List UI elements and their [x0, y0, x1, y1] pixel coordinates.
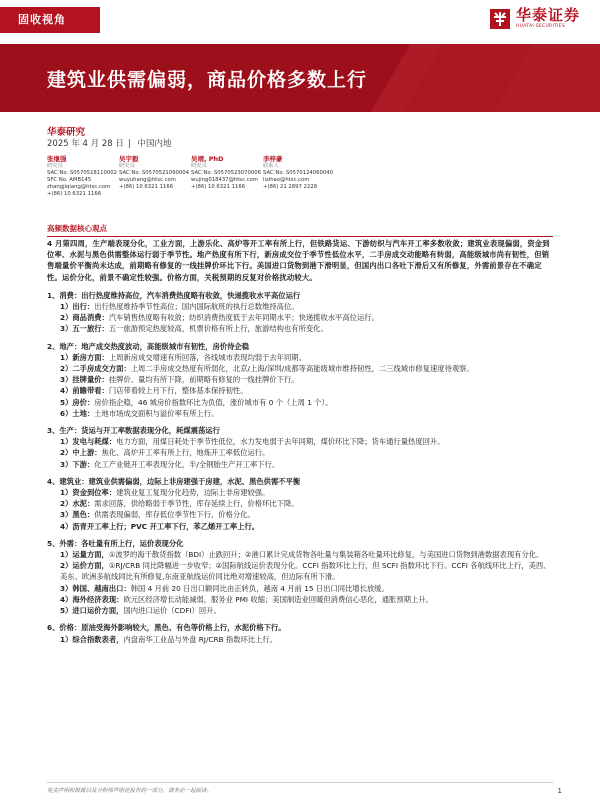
topic-item-label: 3）韩国、越南出口： [60, 583, 131, 593]
huatai-logo-mark-icon [489, 8, 511, 30]
topic-item-text: ①波罗的海干散货指数（BDI）止跌回升；②港口累计完成货物各吐量与集装箱各吐量环比修复，与美国进口货物到港数据表现有分化。 [108, 550, 544, 560]
topic-item-label: 3）黑色： [60, 510, 95, 520]
topic-heading: 1、消费：出行热度维持高位，汽车消费热度略有收敛，快递揽收水平高位运行 [47, 290, 301, 300]
analyst-contact-line: +(86) 21 2897 2228 [263, 184, 318, 190]
topic-item [47, 498, 553, 509]
topic-item-label: 4）沥青开工率上行；PVC 开工率下行，苯乙烯开工率上行。 [60, 521, 260, 531]
analyst-contact-line: SFC No. AMB145 [47, 177, 92, 183]
topic-item-label: 1）新房方面： [60, 352, 109, 362]
topic-item-text: 上周二手房成交热度有所弱化，北京/上海/深圳/成都等高能级城市维持韧性，二三线城市修复速度待观察。 [130, 364, 474, 374]
topic-item-text: 需求回落，供给略弱于季节性，库存延续上行，价格环比下降。 [94, 499, 299, 509]
analyst-contact-line: zhangjiqiang@htsc.com [47, 184, 111, 190]
analyst-role: 研究员 [47, 163, 63, 169]
section-tag: 固收视角 [0, 7, 100, 33]
topic-heading: 6、价格：原油受海外影响较大，黑色、有色等价格上行，水泥价格下行。 [47, 623, 286, 633]
topic-item-text: 挂牌价、量均有所下降，前期略有修复的一线挂牌价下行。 [108, 375, 299, 385]
analyst-name: 张继强 [47, 155, 67, 163]
topic-item-label: 2）中上游： [60, 448, 102, 458]
topic-item-text: 韩国 4 月前 20 日出口额同比由正转负，越南 4 月前 15 日出口同比增长放缓。 [130, 583, 389, 593]
topic-item-label: 1）发电与耗煤： [60, 437, 117, 447]
page-number: 1 [557, 787, 562, 795]
topic-item [47, 521, 553, 532]
topic-item-label: 5）进口运价方面， [60, 606, 124, 616]
topic-item-text: 国内进口运价（CDFI）回升。 [123, 606, 221, 616]
logo-english-name: HUATAI SECURITIES [515, 24, 566, 29]
topic-item-text: 焦化、高炉开工率有所上行，地炼开工率低位运行。 [101, 448, 270, 458]
topic-item-label: 6）土地： [60, 408, 95, 418]
analyst-contact-line: SAC No. S0570523070006 [191, 170, 262, 176]
topic-item [47, 605, 553, 616]
analyst-contact-line: SAC No. S0570124060040 [263, 170, 334, 176]
analyst-card [191, 155, 263, 198]
analyst-contact-line: SAC No. S0570521090004 [119, 170, 190, 176]
analyst-name: 吴宇毅 [119, 155, 139, 163]
report-date: 2025 年 4 月 28 日 [47, 139, 124, 149]
topic-item-label: 3）下游： [60, 459, 95, 469]
huatai-logo [489, 7, 580, 30]
analyst-contact-line: SAC No. S0570518110002 [47, 170, 118, 176]
topic-item-label: 2）运价方面， [60, 561, 109, 571]
topic-item-label: 3）挂牌量价： [60, 375, 109, 385]
topic-section [47, 476, 553, 532]
topic-item-text: 门店带看较上月下行，整体基本保持韧性。 [108, 386, 248, 396]
analyst-role: 研究员 [191, 163, 207, 169]
topic-item-text: 化工产业链开工率表现分化，半/全钢胎生产开工率下行。 [94, 459, 280, 469]
title-banner [0, 44, 600, 112]
topic-item [47, 634, 553, 645]
topic-item [47, 459, 553, 470]
topic-item-text: 供需表现偏弱，库存低位季节性下行，价格分化。 [94, 510, 255, 520]
topic-item [47, 487, 553, 498]
topic-item [47, 583, 553, 594]
topic-item-text: 汽车销售热度略有收敛；纺织消费热度低于去年同期水平；快递揽收水平高位运行。 [108, 313, 379, 323]
topic-section [47, 538, 553, 616]
topic-item-text: 出行热度维持季节性高位；国内国际航班的执行总数维持高位。 [94, 302, 299, 312]
report-title: 建筑业供需偏弱，商品价格多数上行 [47, 69, 368, 91]
topic-item-label: 3）五一旅行： [60, 324, 109, 334]
topic-item-text: ①RJ/CRB 同比降幅进一步收窄；②国际航线运价表现分化。CCFI 指数环比上行，但 SCFI 指数环比下行。CCFI 各航线环比上行，美西、美东、欧洲多航线同比有所修复,东南亚航线运价同比绝对增速较高，但边际有所下滑。 [60, 561, 551, 582]
topic-item-text: 建筑业复工复现分化趋势，边际上非房建较强。 [116, 488, 270, 498]
analyst-name: 吴靖, PhD [191, 155, 224, 163]
topic-item [47, 594, 553, 605]
topic-item-label: 4）海外经济表现： [60, 594, 124, 604]
topic-item [47, 323, 553, 334]
topic-heading: 4、建筑业：建筑业供需偏弱，边际上非房建强于房建，水泥、黑色供需不平衡 [47, 476, 301, 486]
topic-item-label: 1）运量方面， [60, 550, 109, 560]
topic-item-label: 1）出行： [60, 302, 95, 312]
analyst-name: 李梓豪 [263, 155, 283, 163]
analyst-contact-line: +(86) 10 6321 1166 [191, 184, 246, 190]
topic-item [47, 560, 553, 582]
topic-item-label: 2）水泥： [60, 499, 95, 509]
report-body [47, 238, 553, 651]
topic-item-text: 土地市场成交面积与溢价率有所上行。 [94, 408, 219, 418]
topic-item-label: 1）资金到位率： [60, 488, 117, 498]
topic-item [47, 509, 553, 520]
topic-item-text: 五一旅游预定热度较高，机票价格有所上行，旅游结构也有所变化。 [108, 324, 328, 334]
topic-section [47, 290, 553, 335]
topic-item-label: 2）二手房成交方面： [60, 364, 131, 374]
topic-item-label: 2）商品消费： [60, 313, 109, 323]
topic-item-label: 4）前瞻带看： [60, 386, 109, 396]
topic-heading: 3、生产：货运与开工率数据表现分化，耗煤震荡运行 [47, 426, 220, 436]
topic-heading: 2、地产：地产成交热度波动，高能级城市有韧性，房价待企稳 [47, 341, 250, 351]
topic-item [47, 408, 553, 419]
topic-section [47, 341, 553, 419]
analyst-card [263, 155, 335, 198]
topic-item-text: 内盘南华工业品与外盘 RJ/CRB 指数环比上行。 [123, 634, 277, 644]
analyst-contact-line: +(86) 10 6321 1166 [47, 191, 102, 197]
topic-section [47, 425, 553, 470]
analyst-list [47, 155, 335, 198]
disclaimer-footer: 免责声明和披露以及分析师声明是报告的一部分，请务必一起阅读。 [47, 782, 553, 794]
topic-item [47, 549, 553, 560]
topic-item [47, 301, 553, 312]
topic-sections [47, 290, 553, 645]
topic-item [47, 312, 553, 323]
analyst-contact-line: wuyuhang@htsc.com [119, 177, 176, 183]
topic-item-label: 1）综合指数表者， [60, 634, 124, 644]
topic-item [47, 352, 553, 363]
analyst-contact-line: +(86) 10 6321 1166 [119, 184, 174, 190]
logo-chinese-name: 华泰证券 [515, 6, 580, 24]
topic-item [47, 385, 553, 396]
core-views-heading: 高频数据核心观点 [47, 223, 553, 237]
topic-section [47, 622, 553, 644]
topic-item-label: 5）房价： [60, 397, 95, 407]
topic-item [47, 363, 553, 374]
topic-item-text: 欧元区经济增长动能减弱，服务业 PMI 收缩；美国制造业回暖但消费信心恶化，通胀预期上升。 [123, 594, 433, 604]
research-brand: 华泰研究 [47, 127, 86, 138]
topic-item [47, 397, 553, 408]
topic-item-text: 上周新房成交增速有所回落，各线城市表现均弱于去年同期。 [108, 352, 306, 362]
summary-paragraph: 4 月第四周，生产端表现分化，工业方面，上游乐化、高炉等开工率有所上行，但铁路货运、下游纺织与汽车开工率多数收敛；建筑业表现偏弱，资金到位率、水泥与黑色供需整体运行弱于季节性。地产热度有所下行，新房成交位于季节性低位水平，二手房成交动能略有转弱，高能级城市尚有韧性，但销售端量价平衡尚未达成，前期略有修复的一线挂牌价环比下行。美国进口货物到港下滑明显，但国内出口各吐下滑后又有所修复，外需前景存在不确定性。运价分化，前景不确定性较强。价格方面，关税预期的反复对价格扰动较大。 [47, 239, 550, 282]
topic-item [47, 374, 553, 385]
report-date-line: 2025 年 4 月 28 日 | 中国内地 [47, 139, 172, 149]
analyst-contact-line: wujing018437@htsc.com [191, 177, 258, 183]
topic-heading: 5、外需：各吐量有所上行，运价表现分化 [47, 538, 184, 548]
topic-item-text: 房价指企稳，46 城房价指数环比为负值，涨价城市有 0 个（上周 1 个）。 [94, 397, 333, 407]
analyst-card [47, 155, 119, 198]
topic-item-text: 电力方面，用煤日耗处于季节性低位，水力发电弱于去年同期，煤价环比下降；货车通行量热度回升。 [116, 437, 445, 447]
analyst-role: 研究员 [119, 163, 135, 169]
analyst-card [119, 155, 191, 198]
topic-item [47, 447, 553, 458]
topic-item [47, 436, 553, 447]
analyst-contact-line: lizihao@htsc.com [263, 177, 310, 183]
report-region: 中国内地 [137, 139, 172, 149]
analyst-role: 联系人 [263, 163, 279, 169]
